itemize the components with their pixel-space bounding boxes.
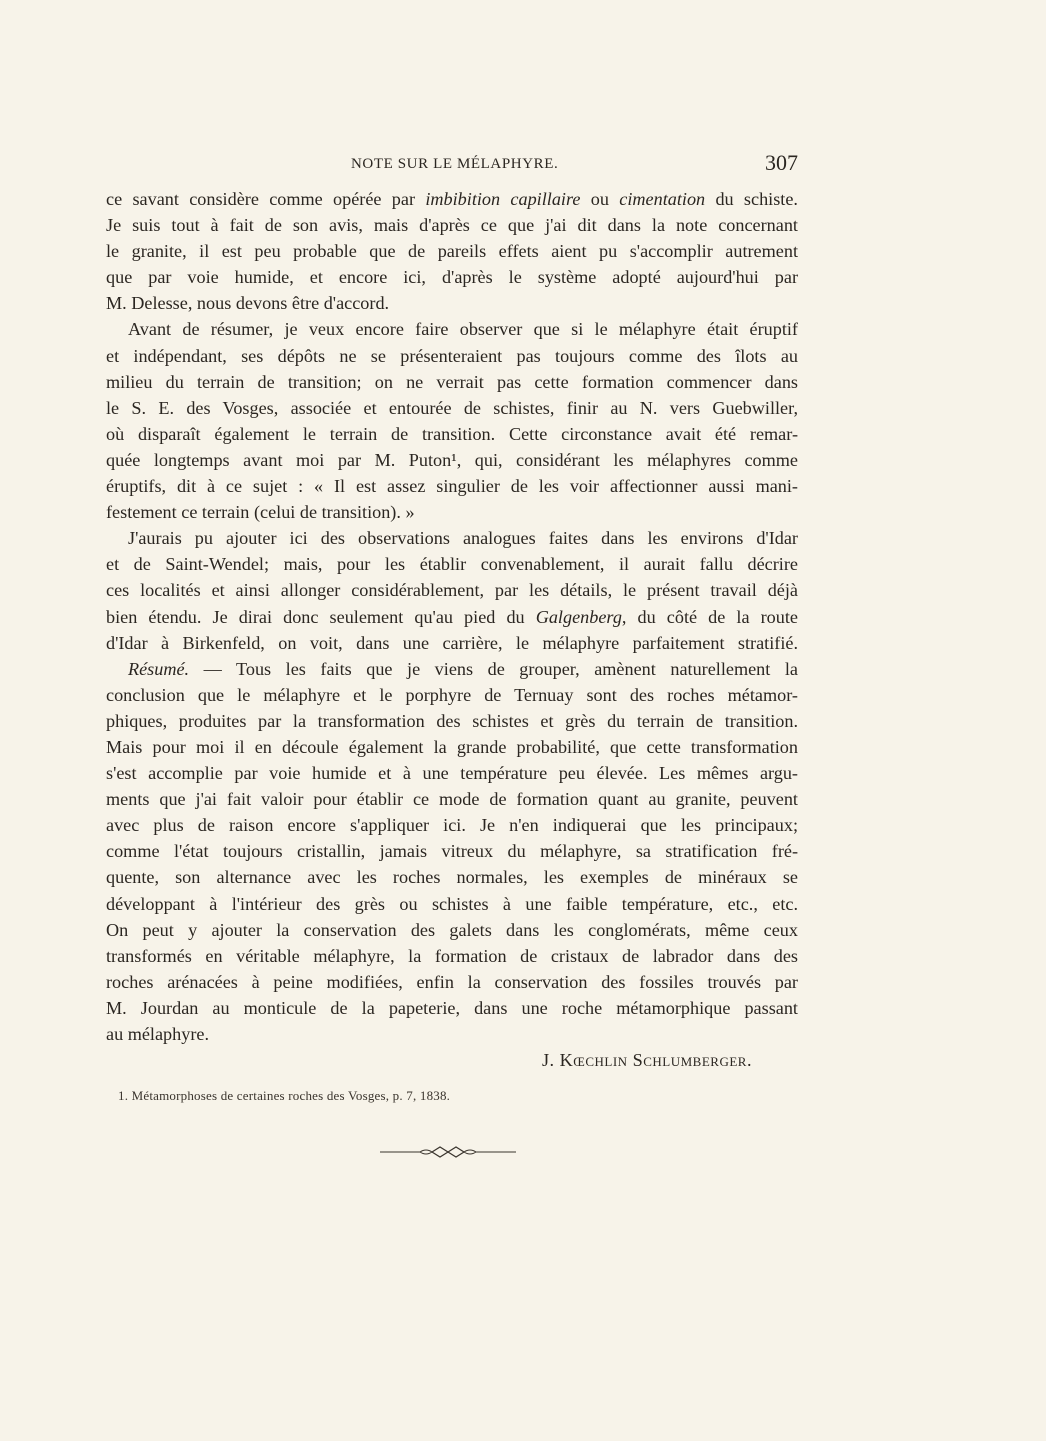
section-heading: Résumé. <box>128 658 190 679</box>
text-line: bien étendu. Je dirai donc seulement qu'au pied du Galgenberg, du côté de la route <box>106 606 798 627</box>
italic-term: Galgenberg <box>535 606 622 627</box>
text-line: que par voie humide, et encore ici, d'après le système adopté aujourd'hui par <box>106 267 798 288</box>
footnote: 1. Métamorphoses de certaines roches des Vosges, p. 7, 1838. <box>118 1088 451 1103</box>
body-text <box>106 186 798 1073</box>
text-line: M. Delesse, nous devons être d'accord. <box>106 293 390 314</box>
author-signature: J. Kœchlin Schlumberger. <box>541 1050 752 1071</box>
page-number: 307 <box>765 150 798 175</box>
text-line: Mais pour moi il en découle également la grande probabilité, que cette transformation <box>106 736 798 757</box>
text-line: milieu du terrain de transition; on ne verrait pas cette formation commencer dans <box>106 371 798 392</box>
text-line: M. Jourdan au monticule de la papeterie, dans une roche métamorphique passant <box>106 997 798 1018</box>
text-line: quée longtemps avant moi par M. Puton¹, qui, considérant les mélaphyres comme <box>106 449 798 470</box>
text-line: On peut y ajouter la conservation des galets dans les conglomérats, même ceux <box>106 919 798 940</box>
text-line: conclusion que le mélaphyre et le porphyre de Ternuay sont des roches métamor- <box>106 684 798 705</box>
text-line: comme l'état toujours cristallin, jamais vitreux du mélaphyre, sa stratification fré- <box>106 841 798 862</box>
text-line: roches arénacées à peine modifiées, enfin la conservation des fossiles trouvés par <box>106 971 798 992</box>
text-line: quente, son alternance avec les roches normales, les exemples de minéraux se <box>106 867 798 888</box>
text-line: le S. E. des Vosges, associée et entourée de schistes, finir au N. vers Guebwiller, <box>106 397 798 418</box>
text-line: ces localités et ainsi allonger considérablement, par les détails, le présent travail déjà <box>106 580 798 601</box>
text-line: le granite, il est peu probable que de pareils effets aient pu s'accomplir autrement <box>106 241 798 262</box>
text-line: Je suis tout à fait de son avis, mais d'après ce que j'ai dit dans la note concernant <box>106 215 798 236</box>
text-line: Résumé. — Tous les faits que je viens de grouper, amènent naturellement la <box>128 658 798 679</box>
text-line: ments que j'ai fait valoir pour établir ce mode de formation quant au granite, peuvent <box>106 789 798 810</box>
text-line: éruptifs, dit à ce sujet : « Il est assez singulier de les voir affectionner aussi mani- <box>106 476 798 497</box>
text-line: avec plus de raison encore s'appliquer ici. Je n'en indiquerai que les principaux; <box>106 815 798 836</box>
text-line: développant à l'intérieur des grès ou schistes à une faible température, etc., etc. <box>106 893 798 914</box>
text-line: et de Saint-Wendel; mais, pour les établir convenablement, il aurait fallu décrire <box>106 554 798 575</box>
text-line: où disparaît également le terrain de transition. Cette circonstance avait été remar- <box>106 423 798 444</box>
text-line: s'est accomplie par voie humide et à une température peu élevée. Les mêmes argu- <box>106 763 798 784</box>
italic-term: cimentation <box>619 189 706 209</box>
text-line: Avant de résumer, je veux encore faire observer que si le mélaphyre était éruptif <box>128 319 798 340</box>
text-line: festement ce terrain (celui de transition). » <box>106 502 415 523</box>
text-line: au mélaphyre. <box>106 1024 210 1044</box>
text-line: phiques, produites par la transformation des schistes et grès du terrain de transition. <box>106 710 798 731</box>
text-line: ce savant considère comme opérée par imbibition capillaire ou cimentation du schiste. <box>106 189 798 209</box>
text-line: transformés en véritable mélaphyre, la formation de cristaux de labrador dans des <box>106 945 798 966</box>
running-title: NOTE SUR LE MÉLAPHYRE. <box>351 156 559 172</box>
page-header <box>106 150 798 180</box>
text-line: J'aurais pu ajouter ici des observations analogues faites dans les environs d'Idar <box>128 528 798 549</box>
text-line: d'Idar à Birkenfeld, on voit, dans une carrière, le mélaphyre parfaitement stratifié. <box>106 632 798 653</box>
end-ornament <box>380 1145 516 1159</box>
italic-term: imbibition capillaire <box>425 189 581 209</box>
text-line: et indépendant, ses dépôts ne se présenteraient pas toujours comme des îlots au <box>106 345 798 366</box>
